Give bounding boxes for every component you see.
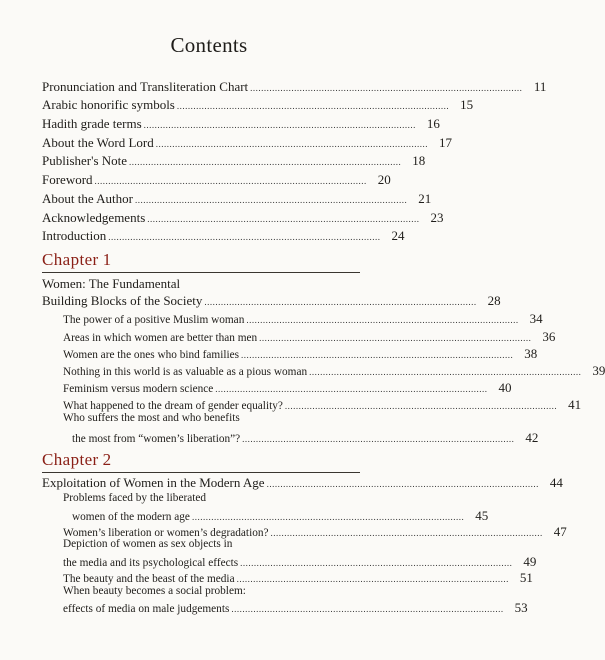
- page-number: 24: [391, 228, 405, 243]
- dot-leader: ...................................................................................................: [176, 101, 450, 111]
- page-number: 49: [523, 554, 537, 569]
- toc-entry[interactable]: [42, 191, 432, 207]
- chapter-title[interactable]: Women: The Fundamental: [42, 276, 181, 291]
- toc-entry[interactable]: [42, 153, 426, 169]
- page-title: Contents: [170, 33, 248, 57]
- entry-title: Introduction: [42, 228, 107, 243]
- toc-entry[interactable]: [42, 210, 444, 226]
- toc-subentry[interactable]: [63, 346, 538, 362]
- entry-title: the media and its psychological effects: [63, 557, 239, 569]
- entry-title: Building Blocks of the Society: [42, 293, 203, 308]
- toc-entry[interactable]: [42, 79, 547, 95]
- toc-entry[interactable]: [42, 228, 405, 244]
- dot-leader: ...................................................................................................: [241, 350, 514, 360]
- dot-leader: ...................................................................................................: [147, 214, 420, 224]
- entry-title: the most from “women’s liberation”?: [72, 433, 241, 445]
- dot-leader: ...................................................................................................: [259, 333, 532, 343]
- page-number: 44: [549, 475, 563, 490]
- page-number: 11: [533, 79, 547, 94]
- toc-subentry-line[interactable]: Who suffers the most and who benefits: [63, 412, 240, 424]
- entry-title: Acknowledgements: [42, 210, 146, 225]
- entry-title: Nothing in this world is as valuable as a pious woman: [63, 366, 308, 378]
- page-number: 40: [498, 380, 512, 395]
- dot-leader: ...................................................................................................: [250, 83, 523, 93]
- entry-title: Exploitation of Women in the Modern Age: [42, 475, 265, 490]
- toc-subentry-line[interactable]: Problems faced by the liberated: [63, 492, 207, 504]
- entry-title: What happened to the dream of gender equality?: [63, 400, 283, 412]
- page-number: 53: [514, 600, 528, 615]
- entry-title: Publisher's Note: [42, 153, 128, 168]
- dot-leader: ...................................................................................................: [236, 574, 509, 584]
- page-number: 17: [438, 135, 452, 150]
- toc-subentry[interactable]: [63, 570, 533, 586]
- chapter-number: 1: [102, 250, 112, 269]
- toc-subentry[interactable]: [63, 311, 543, 327]
- page-number: 28: [487, 293, 501, 308]
- page-number: 16: [426, 116, 440, 131]
- page-number: 15: [460, 97, 474, 112]
- entry-title: Women are the ones who bind families: [63, 349, 240, 361]
- entry-title: Pronunciation and Transliteration Chart: [42, 79, 249, 94]
- entry-title: Arabic honorific symbols: [42, 97, 175, 112]
- page-number: 34: [529, 311, 543, 326]
- dot-leader: ...................................................................................................: [204, 297, 477, 307]
- entry-title: About the Author: [42, 191, 133, 206]
- entry-title: Areas in which women are better than men: [63, 332, 258, 344]
- entry-title: effects of media on male judgements: [63, 603, 230, 615]
- page-number: 41: [568, 397, 582, 412]
- toc-entry[interactable]: [42, 293, 501, 309]
- dot-leader: ...................................................................................................: [129, 157, 402, 167]
- dot-leader: ...................................................................................................: [284, 401, 558, 411]
- page-number: 18: [412, 153, 426, 168]
- dot-leader: ...................................................................................................: [155, 139, 428, 149]
- chapter-label: Chapter: [42, 450, 99, 469]
- toc-subentry-line[interactable]: Depiction of women as sex objects in: [63, 538, 233, 550]
- page-number: 51: [519, 570, 533, 585]
- dot-leader: ...................................................................................................: [215, 384, 488, 394]
- dot-leader: ...................................................................................................: [242, 434, 515, 444]
- toc-subentry[interactable]: [63, 554, 537, 570]
- entry-title: The power of a positive Muslim woman: [63, 314, 245, 326]
- entry-title: Women’s liberation or women’s degradation?: [63, 527, 269, 539]
- toc-subentry[interactable]: [72, 508, 489, 524]
- entry-title: Foreword: [42, 172, 93, 187]
- dot-leader: ...................................................................................................: [143, 120, 416, 130]
- dot-leader: ...................................................................................................: [270, 528, 543, 538]
- page-number: 38: [524, 346, 538, 361]
- page-number: 21: [418, 191, 432, 206]
- dot-leader: ...................................................................................................: [309, 367, 582, 377]
- entry-title: Hadith grade terms: [42, 116, 142, 131]
- toc-entry[interactable]: [42, 116, 440, 132]
- page-number: 39: [592, 363, 605, 378]
- page-number: 47: [553, 524, 567, 539]
- toc-subentry[interactable]: [63, 380, 512, 396]
- entry-title: About the Word Lord: [42, 135, 154, 150]
- page-number: 36: [542, 329, 556, 344]
- page-number: 23: [430, 210, 444, 225]
- toc-subentry[interactable]: [63, 600, 528, 616]
- toc-subentry[interactable]: [72, 430, 539, 446]
- entry-title: women of the modern age: [72, 511, 190, 523]
- chapter-heading: [42, 450, 360, 473]
- entry-title: The beauty and the beast of the media: [63, 573, 235, 585]
- dot-leader: ...................................................................................................: [231, 604, 504, 614]
- toc-subentry[interactable]: [63, 397, 582, 413]
- page-number: 42: [525, 430, 539, 445]
- entry-title: Feminism versus modern science: [63, 383, 214, 395]
- toc-entry[interactable]: [42, 475, 563, 491]
- dot-leader: ...................................................................................................: [191, 512, 465, 522]
- toc-entry[interactable]: [42, 135, 452, 151]
- chapter-number: 2: [102, 450, 112, 469]
- chapter-heading: [42, 250, 360, 273]
- dot-leader: ...................................................................................................: [246, 315, 519, 325]
- dot-leader: ...................................................................................................: [94, 176, 367, 186]
- page-number: 45: [475, 508, 489, 523]
- dot-leader: ...................................................................................................: [240, 558, 513, 568]
- page-number: 20: [377, 172, 391, 187]
- toc-subentry[interactable]: [63, 329, 556, 345]
- chapter-label: Chapter: [42, 250, 99, 269]
- toc-subentry[interactable]: [63, 363, 605, 379]
- toc-entry[interactable]: [42, 172, 391, 188]
- toc-subentry-line[interactable]: When beauty becomes a social problem:: [63, 585, 246, 597]
- toc-entry[interactable]: [42, 97, 474, 113]
- dot-leader: ...................................................................................................: [266, 479, 539, 489]
- dot-leader: ...................................................................................................: [135, 195, 408, 205]
- dot-leader: ...................................................................................................: [108, 232, 381, 242]
